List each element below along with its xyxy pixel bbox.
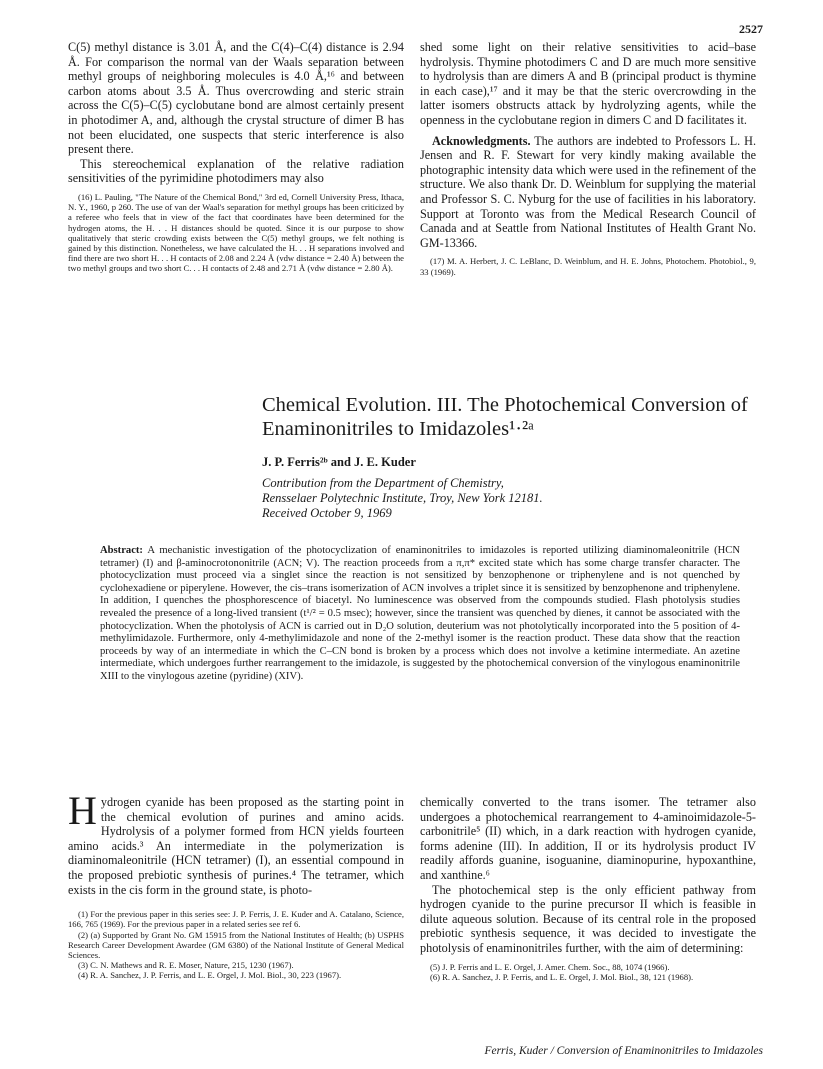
paragraph: shed some light on their relative sensitivities to acid–base hydrolysis. Thymine photodimers C and D are much more sensitive to hydrolysis than are dimers A and B (principal product is thymine in each case),¹⁷ and it may be that the steric overcrowding in the latter isomers obstructs attack by hydrolyzing agents, while the openness in the cyclobutane region in dimers C and D facilitates it. [420, 40, 756, 127]
right-top-column [420, 40, 756, 277]
article-title: Chemical Evolution. III. The Photochemical Conversion of Enaminonitriles to Imidazoles¹·²ᵃ [262, 394, 748, 440]
footnote-1: (1) For the previous paper in this series see: J. P. Ferris, J. E. Kuder and A. Catalano, Science, 166, 765 (1969). For the previous paper in a related series see ref 6. [68, 909, 404, 930]
acknowledgments-text: The authors are indebted to Professors L. H. Jensen and R. F. Stewart for very kindly making available the photographic intensity data which were used in the refinement of the structure. We also thank Dr. D. Weinblum for supplying the material and Professor S. C. Nyburg for the use of facilities in his laboratory. Support at Toronto was from the Medical Research Council of Canada and at Seattle from National Institutes of Health Grant No. GM-13366. [420, 133, 756, 250]
acknowledgments [420, 134, 756, 251]
footnote-3: (3) C. N. Mathews and R. E. Moser, Nature, 215, 1230 (1967). [78, 960, 294, 971]
left-top-column [68, 40, 404, 274]
abstract [100, 545, 740, 684]
intro-paragraph [68, 788, 404, 897]
footnote-16: (16) L. Pauling, "The Nature of the Chemical Bond," 3rd ed, Cornell University Press, Ithaca, N. Y., 1960, p 260. The use of van der Waal's separation for methyl groups has been criticized by a referee who feels that in view of the fact that coordinates have been determined for the hydrogen atoms, the H. . . H distances should be quoted. Since it is our purpose to show qualitatively that steric crowding exists between the C(5) methyl groups, we felt nothing is gained by this distinction. Nonetheless, we have calculated the H. . . H separations involved and find there are two short H. . . H contacts of 2.08 and 2.24 Å (vdw distance = 2.40 Å) between the two methyl groups and two short C. . . H contacts of 2.48 and 2.71 Å (vdw distance = 2.80 Å). [68, 191, 404, 274]
paragraph: chemically converted to the trans isomer. The tetramer also undergoes a photochemical rearrangement to 4-aminoimidazole-5-carbonitrile⁵ (II) which, in a dark reaction with hydrogen cyanide, forms adenine (III). In addition, II or its hydrolysis product IV readily affords guanine, isoguanine, diaminopurine, hypoxanthine, and xanthine.⁶ [420, 795, 756, 882]
article-heading [262, 393, 762, 521]
acknowledgments-label: Acknowledgments. [432, 133, 531, 148]
affiliation-line-2: Rensselaer Polytechnic Institute, Troy, New York 12181. [262, 491, 543, 505]
left-bottom-column [68, 788, 404, 981]
running-footer: Ferris, Kuder / Conversion of Enaminonitriles to Imidazoles [484, 1045, 763, 1057]
right-bottom-column [420, 795, 756, 982]
article-authors: J. P. Ferris²ᵇ and J. E. Kuder [262, 455, 416, 469]
footnote-5: (5) J. P. Ferris and L. E. Orgel, J. Amer. Chem. Soc., 88, 1074 (1966). [430, 961, 670, 972]
footnote-17: (17) M. A. Herbert, J. C. LeBlanc, D. Weinblum, and H. E. Johns, Photochem. Photobiol., 9, 33 (1969). [420, 256, 756, 277]
paragraph: C(5) methyl distance is 3.01 Å, and the C(4)–C(4) distance is 2.94 Å. For comparison the normal van der Waals separation between methyl groups of neighboring molecules is 4.0 Å,¹⁶ and between carbon atoms about 3.5 Å. Thus overcrowding and steric strain across the C(5)–C(5) cyclobutane bond are almost certainly present in photodimer A, and, although the crystal structure of dimer B has not been elucidated, one suspects that steric interference is also present there. [68, 40, 404, 157]
footnote-6: (6) R. A. Sanchez, J. P. Ferris, and L. E. Orgel, J. Mol. Biol., 38, 121 (1968). [430, 971, 694, 982]
abstract-text: A mechanistic investigation of the photocyclization of enaminonitriles to imidazoles is reported utilizing diaminomaleonitrile (HCN tetramer) (I) and β-aminocrotononitrile (ACN; V). The reaction proceeds from a π,π* excited state which has some charge transfer character. The photocyclization must proceed via a singlet since the reaction is not sensitized by benzophenone or triphenylene and is not quenched by cyclohexadiene or piperylene. However, the cis–trans isomerization of ACN involves a triplet since it is sensitized by benzophenone and triphenylene. In addition, I quenches the phosphorescence of biacetyl. No luminescence was observed from the compounds studied. Flash photolysis studies revealed the presence of a long-lived transient (t¹/² = 0.5 msec); however, since the transient was quenched by dienes, it cannot be associated with the photocyclization. When the photolysis of ACN is carried out in D₂O solution, deuterium was not photolytically incorporated into the 5 position of 4-methylimidazole. Furthermore, only 4-methylimidazole and none of the 2-methyl isomer is the reaction product. These data show that the reaction proceeds by way of an intermediate in which the C–CN bond is broken by a process which does not involve a ketimine intermediate. An azetine intermediate, which undergoes further rearrangement to the imidazole, is suggested by the photochemical conversion of the vinylogous enaminonitrile XIII to the vinylogous azetine (pyridine) (XIV). [100, 545, 740, 682]
page-number: 2527 [739, 22, 763, 36]
affiliation-line-1: Contribution from the Department of Chemistry, [262, 476, 504, 490]
footnote-4: (4) R. A. Sanchez, J. P. Ferris, and L. E. Orgel, J. Mol. Biol., 30, 223 (1967). [78, 970, 342, 981]
paragraph: This stereochemical explanation of the relative radiation sensitivities of the pyrimidine photodimers may also [68, 156, 404, 186]
drop-cap: H [68, 788, 97, 833]
abstract-label: Abstract: [100, 545, 143, 556]
paragraph: The photochemical step is the only efficient pathway from hydrogen cyanide to the purine precursor II which is feasible in dilute aqueous solution. Because of its central role in the proposed prebiotic synthesis sequence, it was decided to investigate the photolysis of enaminonitriles further, with the aim of determining: [420, 882, 756, 955]
received-date: Received October 9, 1969 [262, 506, 392, 520]
affiliation [262, 476, 762, 521]
intro-text: ydrogen cyanide has been proposed as the starting point in the chemical evolution of purines and amino acids. Hydrolysis of a polymer formed from HCN yields fourteen amino acids.³ An intermediate in the polymerization is diaminomaleonitrile (HCN tetramer) (I), an essential compound in the proposed prebiotic synthesis of purines.⁴ The tetramer, which exists in the cis form in the ground state, is photo- [68, 795, 404, 897]
footnote-2: (2) (a) Supported by Grant No. GM 15915 from the National Institutes of Health; (b) USPHS Research Career Development Awardee (GM 6380) of the National Institute of General Medical Sciences. [68, 929, 404, 960]
